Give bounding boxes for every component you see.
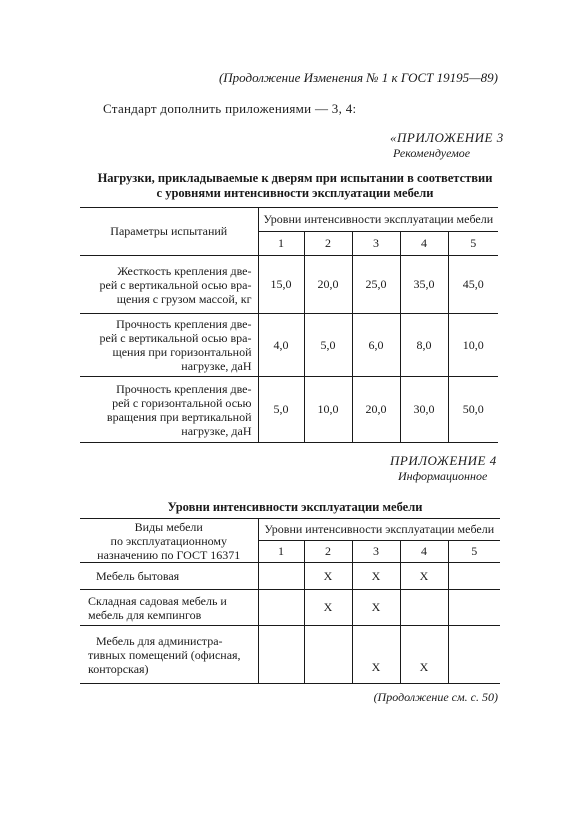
value-cell: 4,0 (258, 314, 304, 377)
appendix4-subtitle: Информационное (398, 469, 488, 483)
mark-cell (400, 590, 448, 626)
level-header: 1 (258, 541, 304, 563)
mark-cell (304, 626, 352, 684)
furniture-kind (80, 563, 258, 590)
appendix4-table-title: Уровни интенсивности эксплуатации мебели (167, 500, 423, 514)
param-label-line: щения с грузом массой, кг (116, 291, 252, 306)
table-row (80, 377, 498, 443)
table-row (80, 626, 500, 684)
mark-cell: X (352, 563, 400, 590)
value-cell: 50,0 (448, 377, 498, 443)
mark-cell: X (352, 590, 400, 626)
kind-header-line: Виды мебели (134, 519, 203, 534)
mark-cell (448, 590, 500, 626)
param-label-line: нагрузке, даН (181, 359, 252, 373)
furniture-kind-line: Мебель бытовая (96, 569, 180, 583)
param-label-line: вращения при вертикальной (106, 409, 252, 424)
mark-cell: X (400, 563, 448, 590)
appendix3-subtitle: Рекомендуемое (393, 146, 471, 160)
appendix4-table (80, 518, 500, 684)
mark-cell (448, 626, 500, 684)
value-cell: 15,0 (258, 256, 304, 314)
value-cell: 35,0 (400, 256, 448, 314)
level-header: 5 (448, 232, 498, 256)
value-cell: 5,0 (304, 314, 352, 377)
value-cell: 10,0 (448, 314, 498, 377)
kind-header-line: назначению по ГОСТ 16371 (97, 547, 241, 562)
furniture-kind-line: Мебель для администра- (96, 633, 223, 648)
mark-cell (258, 590, 304, 626)
page-header: (Продолжение Изменения № 1 к ГОСТ 19195—89) (218, 70, 498, 85)
param-label (80, 314, 258, 377)
value-cell: 45,0 (448, 256, 498, 314)
mark-cell: X (400, 626, 448, 684)
table-row (80, 314, 498, 377)
appendix3-table (80, 207, 498, 443)
level-header: 1 (258, 232, 304, 256)
param-label-line: Прочность крепления две- (116, 317, 252, 331)
mark-cell: X (304, 563, 352, 590)
intro-text: Стандарт дополнить приложениями — 3, 4: (103, 101, 357, 116)
mark-cell (448, 563, 500, 590)
mark-cell (258, 563, 304, 590)
table-title-line: Нагрузки, прикладываемые к дверям при испытании в соответствии (97, 171, 493, 185)
table-row (80, 256, 498, 314)
furniture-kind (80, 590, 258, 626)
value-cell: 10,0 (304, 377, 352, 443)
furniture-kind (80, 626, 258, 684)
param-label-line: рей с вертикальной осью вра- (99, 277, 252, 292)
furniture-kind-line: мебель для кемпингов (88, 607, 202, 622)
param-label-line: рей с горизонтальной осью (112, 395, 252, 410)
param-label-line: Прочность крепления две- (116, 381, 252, 396)
param-label-line: нагрузке, даН (181, 423, 252, 438)
level-header: 3 (352, 541, 400, 563)
level-header: 3 (352, 232, 400, 256)
appendix3-title: «ПРИЛОЖЕНИЕ 3 (390, 130, 504, 145)
furniture-kind-line: тивных помещений (офисная, (88, 647, 241, 662)
param-label-line: щения при горизонтальной (112, 345, 252, 359)
value-cell: 30,0 (400, 377, 448, 443)
value-cell: 20,0 (352, 377, 400, 443)
mark-cell: X (352, 626, 400, 684)
level-header: 2 (304, 232, 352, 256)
param-label-line: рей с вертикальной осью вра- (99, 331, 252, 345)
mark-cell: X (304, 590, 352, 626)
table-row (80, 590, 500, 626)
param-label-line: Жесткость крепления две- (117, 263, 252, 278)
level-header: 5 (448, 541, 500, 563)
levels-column-header: Уровни интенсивности эксплуатации мебели (258, 519, 500, 541)
param-label (80, 256, 258, 314)
mark-cell (258, 626, 304, 684)
table-row (80, 563, 500, 590)
param-label (80, 377, 258, 443)
level-header: 4 (400, 541, 448, 563)
appendix3-table-title (80, 171, 510, 201)
table-title-line: с уровнями интенсивности эксплуатации мебели (156, 186, 434, 200)
levels-column-header: Уровни интенсивности эксплуатации мебели (258, 208, 498, 232)
value-cell: 6,0 (352, 314, 400, 377)
level-header: 4 (400, 232, 448, 256)
value-cell: 8,0 (400, 314, 448, 377)
kind-header-line: по эксплуатационному (110, 533, 227, 548)
kind-column-header (80, 519, 258, 563)
value-cell: 20,0 (304, 256, 352, 314)
appendix4-title: ПРИЛОЖЕНИЕ 4 (390, 453, 497, 468)
furniture-kind-line: конторская) (88, 661, 149, 676)
value-cell: 5,0 (258, 377, 304, 443)
level-header: 2 (304, 541, 352, 563)
furniture-kind-line: Складная садовая мебель и (88, 593, 227, 608)
value-cell: 25,0 (352, 256, 400, 314)
param-column-header: Параметры испытаний (80, 208, 258, 256)
page-footer: (Продолжение см. с. 50) (373, 690, 498, 704)
